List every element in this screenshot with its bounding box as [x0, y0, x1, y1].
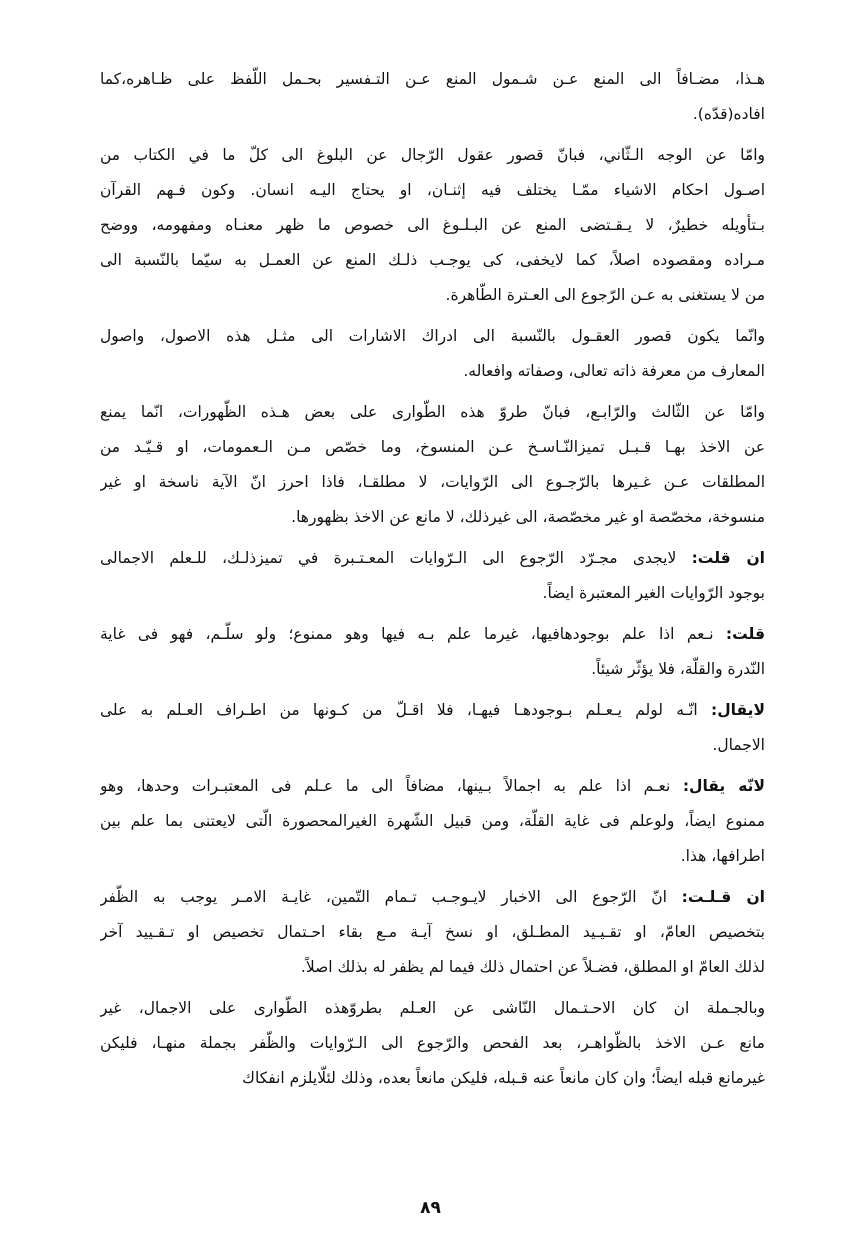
paragraph: [100, 693, 765, 763]
line-text: اصـول احكام الاشياء ممّـا يختلف فيه إثنـان، او يحتاج اليـه انسان. وكون فـهم القرآن: [100, 181, 765, 199]
line-text: انّ الرّجوع الى الاخبار لايـوجـب تـمام التّمين، غايـة الامـر يوجب به الظّفر: [100, 888, 682, 906]
paragraph: [100, 395, 765, 535]
line-text: اطرافها، هذا.: [680, 847, 765, 865]
paragraph: [100, 769, 765, 874]
text-line: [100, 278, 765, 313]
text-line: [100, 319, 765, 354]
line-text: المعارف من معرفة ذاته تعالى، وصفاته وافعاله.: [463, 362, 765, 380]
text-line: [100, 465, 765, 500]
page-body-text: [100, 62, 765, 1102]
line-text: بتخصيص العامّ، او تقـيـيد المطـلق، او نسخ آيـة مـع بقاء احـتمال تخصيص او تـقـييد آخر: [100, 923, 765, 941]
text-line: [100, 62, 765, 97]
text-line: [100, 693, 765, 728]
paragraph: [100, 991, 765, 1096]
paragraph: [100, 138, 765, 313]
bold-lead-phrase: ان قلت:: [691, 549, 765, 567]
text-line: [100, 728, 765, 763]
line-text: وانّما يكون قصور العقـول بالنّسبة الى ادراك الاشارات الى مثـل هذه الاصول، واصول: [100, 327, 765, 345]
paragraph: [100, 541, 765, 611]
line-text: نعـم اذا علم به اجمالاً بـينها، مضافاً الى ما عـلم فى المعتبـرات وحدها، وهو: [100, 777, 683, 795]
line-text: وامّا عن الوجه الـثّاني، فبانّ قصور عقول الرّجال عن البلوغ الى كلّ ما في الكتاب من: [100, 146, 765, 164]
line-text: هـذا، مضـافاً الى المنع عـن شـمول المنع عـن التـفسير بحـمل اللّفظ على ظـاهره،كما: [100, 70, 765, 88]
text-line: [100, 208, 765, 243]
text-line: [100, 354, 765, 389]
text-line: [100, 138, 765, 173]
text-line: [100, 769, 765, 804]
text-line: [100, 652, 765, 687]
text-line: [100, 243, 765, 278]
bold-lead-phrase: لانّه يقال:: [682, 777, 765, 795]
text-line: [100, 804, 765, 839]
text-line: [100, 1061, 765, 1096]
bold-lead-phrase: لايقال:: [711, 701, 765, 719]
line-text: نـعم اذا علم بوجودهافيها، غيرما علم بـه فيها وهو ممنوع؛ ولو سلّـم، فهو فى غاية: [100, 625, 726, 643]
line-text: لايجدى مجـرّد الرّجوع الى الـرّوايات المعـتـبرة في تميزذلـك، للـعلم الاجمالى: [100, 549, 692, 567]
text-line: [100, 991, 765, 1026]
line-text: انّـه لولم يـعـلم بـوجودهـا فيهـا، فلا اقـلّ من كـونها من اطـراف العـلم به على: [100, 701, 711, 719]
bold-lead-phrase: قلت:: [725, 625, 765, 643]
bold-lead-phrase: ان قـلـت:: [681, 888, 765, 906]
line-text: بـتأويله خطيرٌ، لا يـقـتضى المنع عن البـلـوغ الى خصوص ما ظهر معنـاه ومفهومه، ووضح: [100, 216, 765, 234]
line-text: مـراده ومقصوده اصلاً، كما لايخفى، كى يوجـب ذلـك المنع عن العمـل به سيّما بالنّسبة الى: [100, 251, 765, 269]
line-text: مانع عـن الاخذ بالظّواهـر، بعد الفحص والرّجوع الى الـرّوايات والظّفر بجملة منهـا، فليكن: [100, 1034, 765, 1052]
line-text: غيرمانع قبله ايضاً؛ وان كان مانعاً عنه قـبله، فليكن مانعاً بعده، وذلك لئلّايلزم انفكاك: [242, 1069, 765, 1087]
line-text: عن الاخذ بهـا قـبـل تميزالنّـاسـخ عـن المنسوخ، وما خصّص مـن الـعمومات، او قـيّـد من: [100, 438, 765, 456]
line-text: من لا يستغنى به عـن الرّجوع الى العـترة الطّاهرة.: [445, 286, 765, 304]
text-line: [100, 839, 765, 874]
text-line: [100, 617, 765, 652]
text-line: [100, 97, 765, 132]
line-text: لذلك العامّ او المطلق، فضـلاً عن احتمال ذلك فيما لم يظفر له بذلك اصلاً.: [300, 958, 765, 976]
text-line: [100, 395, 765, 430]
paragraph: [100, 319, 765, 389]
text-line: [100, 500, 765, 535]
line-text: بوجود الرّوايات الغير المعتبرة ايضاً.: [542, 584, 765, 602]
line-text: وبالجـملة ان كان الاحـتـمال النّاشى عن العـلم بطروّهذه الطّوارى على الاجمال، غير: [100, 999, 765, 1017]
text-line: [100, 430, 765, 465]
line-text: ممنوع ايضاً، ولوعلم فى غاية القلّة، ومن قبيل الشّهرة الغيرالمحصورة الّتى لايعتنى بما علم بين: [100, 812, 765, 830]
text-line: [100, 173, 765, 208]
text-line: [100, 576, 765, 611]
paragraph: [100, 617, 765, 687]
text-line: [100, 541, 765, 576]
text-line: [100, 880, 765, 915]
line-text: الاجمال.: [712, 736, 765, 754]
line-text: النّدرة والقلّة، فلا يؤثّر شيئاً.: [591, 660, 765, 678]
line-text: افاده(قدّه).: [692, 105, 765, 123]
line-text: منسوخة، مخصّصة او غير مخصّصة، الى غيرذلك، لا مانع عن الاخذ بظهورها.: [291, 508, 765, 526]
text-line: [100, 1026, 765, 1061]
paragraph: [100, 880, 765, 985]
line-text: وامّا عن الثّالث والرّابـع، فبانّ طروّ هذه الطّوارى على بعض هـذه الظّهورات، انّما يمنع: [100, 403, 765, 421]
text-line: [100, 950, 765, 985]
page-number: ٨٩: [420, 1198, 441, 1218]
text-line: [100, 915, 765, 950]
paragraph: [100, 62, 765, 132]
line-text: المطلقات عـن غـيرها بالرّجـوع الى الرّوايات، لا مطلقـا، فاذا احرز انّ الآية ناسخة او غير: [100, 473, 765, 491]
